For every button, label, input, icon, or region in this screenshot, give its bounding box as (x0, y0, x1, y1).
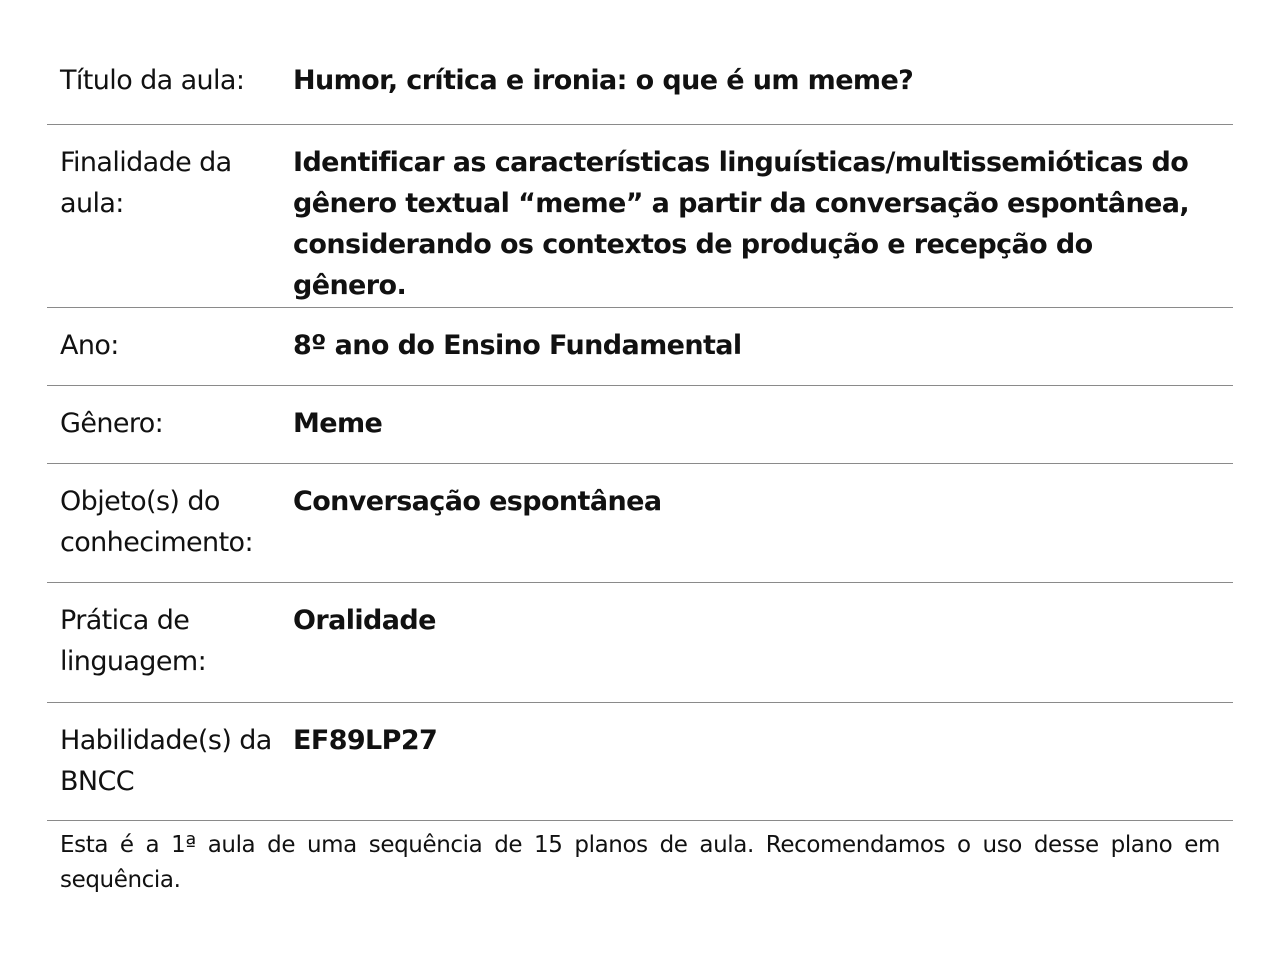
purpose-value: Identificar as características linguísticas/multissemióticas do gênero textual “meme” a partir da conversação espontânea, considerando os contextos de produção e recepção do gênero. (293, 147, 1190, 301)
language-practice-label: Prática de linguagem: (60, 605, 207, 677)
bncc-skill-label: Habilidade(s) da BNCC (60, 725, 272, 797)
title-value: Humor, crítica e ironia: o que é um meme? (293, 65, 914, 96)
purpose-label: Finalidade da aula: (60, 147, 232, 219)
table-row-purpose (47, 125, 1233, 308)
genre-value: Meme (293, 408, 383, 439)
bncc-skill-value: EF89LP27 (293, 725, 438, 756)
table-row-year (47, 308, 1233, 386)
year-label: Ano: (60, 330, 119, 361)
table-row-knowledge-object (47, 464, 1233, 583)
title-label: Título da aula: (60, 65, 245, 96)
table-row-bncc-skill (47, 703, 1233, 821)
table-row-title (47, 42, 1233, 125)
sequence-note: Esta é a 1ª aula de uma sequência de 15 planos de aula. Recomendamos o uso desse plano em sequência. (60, 832, 1220, 893)
table-row-language-practice (47, 583, 1233, 703)
language-practice-value: Oralidade (293, 605, 436, 636)
year-value: 8º ano do Ensino Fundamental (293, 330, 742, 361)
lesson-plan-table (47, 42, 1233, 821)
knowledge-object-label: Objeto(s) do conhecimento: (60, 486, 253, 558)
table-row-genre (47, 386, 1233, 464)
genre-label: Gênero: (60, 408, 164, 439)
knowledge-object-value: Conversação espontânea (293, 486, 662, 517)
